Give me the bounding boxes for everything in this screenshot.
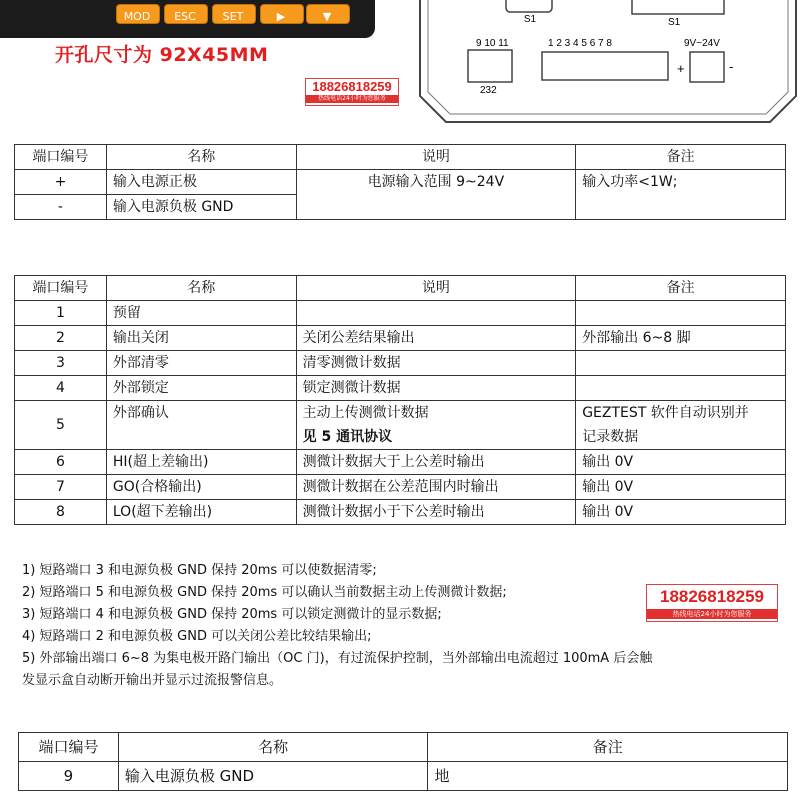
header-port: 端口编号 (15, 145, 107, 170)
desc-line-1: 主动上传测微计数据 (302, 405, 429, 421)
note-1: 1) 短路端口 3 和电源负极 GND 保持 20ms 可以使数据清零; (22, 563, 377, 578)
power-terminal (690, 52, 724, 82)
cell-name: 外部确认 (106, 401, 296, 450)
header-name: 名称 (106, 145, 296, 170)
label-minus: - (729, 59, 734, 74)
cell-remark: 输入功率<1W; (576, 170, 786, 220)
header-name: 名称 (118, 733, 428, 762)
notes-list (22, 560, 652, 692)
cell-name: 输入电源负极 GND (106, 195, 296, 220)
connector-232 (468, 50, 512, 82)
cell-port: 5 (15, 401, 107, 450)
phone-stamp (305, 78, 399, 106)
cell-remark (576, 301, 786, 326)
table-row (15, 351, 786, 376)
cell-remark: 输出 0V (576, 500, 786, 525)
cell-name: 输入电源负极 GND (118, 762, 428, 791)
cell-port: 3 (15, 351, 107, 376)
cell-remark: 输出 0V (576, 475, 786, 500)
table-row (15, 376, 786, 401)
stamp-subtext: 热线电话24小时为您服务 (306, 95, 398, 103)
cell-port: 9 (19, 762, 119, 791)
table-row (15, 475, 786, 500)
cell-port: 1 (15, 301, 107, 326)
table-row (19, 762, 788, 791)
cell-desc (296, 301, 576, 326)
cell-desc: 测微计数据大于上公差时输出 (296, 450, 576, 475)
cutout-size-text: 开孔尺寸为 92X45MM (55, 44, 269, 66)
cell-port: + (15, 170, 107, 195)
down-arrow-icon: ▼ (322, 10, 332, 23)
cell-desc: 清零测微计数据 (296, 351, 576, 376)
table-row (15, 301, 786, 326)
label-ports-mid: 1 2 3 4 5 6 7 8 (548, 38, 612, 49)
cell-port: 4 (15, 376, 107, 401)
table-row (15, 401, 786, 450)
table-row (15, 326, 786, 351)
io-port-table (14, 275, 786, 525)
mod-key-label: MOD (123, 10, 151, 23)
cell-remark (576, 351, 786, 376)
cell-port: 2 (15, 326, 107, 351)
cell-remark (576, 376, 786, 401)
cell-name: 输入电源正极 (106, 170, 296, 195)
cell-name: 输出关闭 (106, 326, 296, 351)
connector-s1-left (506, 0, 552, 12)
header-desc: 说明 (296, 145, 576, 170)
phone-stamp (646, 584, 778, 622)
cell-desc: 锁定测微计数据 (296, 376, 576, 401)
stamp-phone: 18826818259 (659, 587, 764, 606)
terminal-block (542, 52, 668, 80)
port-9-table (18, 732, 788, 791)
cell-name: 预留 (106, 301, 296, 326)
cell-port: 6 (15, 450, 107, 475)
stamp-subtext: 热线电话24小时为您服务 (647, 609, 777, 619)
note-5-cont: 发显示盒自动断开输出并显示过流报警信息。 (22, 673, 283, 688)
cell-name: 外部清零 (106, 351, 296, 376)
table-row (15, 170, 786, 195)
cell-remark: 地 (428, 762, 788, 791)
label-plus: + (677, 61, 685, 76)
cell-remark (576, 401, 786, 450)
table-row (15, 450, 786, 475)
header-remark: 备注 (428, 733, 788, 762)
label-ports-left: 9 10 11 (476, 38, 509, 49)
label-s1-left: S1 (523, 14, 537, 25)
connector-s1-right (632, 0, 724, 14)
remark-line-1: GEZTEST 软件自动识别并 (582, 405, 749, 421)
cell-desc (296, 401, 576, 450)
cell-name: HI(超上差输出) (106, 450, 296, 475)
label-s1-right: S1 (668, 17, 681, 28)
header-port: 端口编号 (19, 733, 119, 762)
set-key-label: SET (222, 10, 244, 23)
desc-line-2: 见 5 通讯协议 (302, 429, 393, 445)
note-2: 2) 短路端口 5 和电源负极 GND 保持 20ms 可以确认当前数据主动上传测微计数据; (22, 585, 507, 600)
label-ports-right: 9V~24V (684, 38, 720, 49)
header-name: 名称 (106, 276, 296, 301)
rear-panel-diagram (418, 0, 800, 130)
note-5: 5) 外部输出端口 6~8 为集电极开路门输出（OC 门)，有过流保护控制，当外部输出电流超过 100mA 后会触 (22, 651, 653, 666)
cell-desc: 测微计数据在公差范围内时输出 (296, 475, 576, 500)
table-row (15, 500, 786, 525)
stamp-phone: 18826818259 (312, 79, 392, 94)
cell-name: LO(超下差输出) (106, 500, 296, 525)
cell-port: 7 (15, 475, 107, 500)
right-arrow-icon: ▶ (276, 10, 286, 23)
note-3: 3) 短路端口 4 和电源负极 GND 保持 20ms 可以锁定测微计的显示数据; (22, 607, 442, 622)
cell-desc: 电源输入范围 9~24V (296, 170, 576, 220)
cell-remark: 输出 0V (576, 450, 786, 475)
power-port-table (14, 144, 786, 220)
cell-desc: 测微计数据小于下公差时输出 (296, 500, 576, 525)
esc-key-label: ESC (174, 10, 196, 23)
header-desc: 说明 (296, 276, 576, 301)
remark-line-2: 记录数据 (582, 429, 639, 445)
cell-desc: 关闭公差结果输出 (296, 326, 576, 351)
cell-name: GO(合格输出) (106, 475, 296, 500)
cell-port: - (15, 195, 107, 220)
header-remark: 备注 (576, 145, 786, 170)
cell-remark: 外部输出 6~8 脚 (576, 326, 786, 351)
cell-name: 外部锁定 (106, 376, 296, 401)
header-remark: 备注 (576, 276, 786, 301)
header-port: 端口编号 (15, 276, 107, 301)
cell-port: 8 (15, 500, 107, 525)
note-4: 4) 短路端口 2 和电源负极 GND 可以关闭公差比较结果输出; (22, 629, 372, 644)
label-232: 232 (480, 85, 497, 96)
